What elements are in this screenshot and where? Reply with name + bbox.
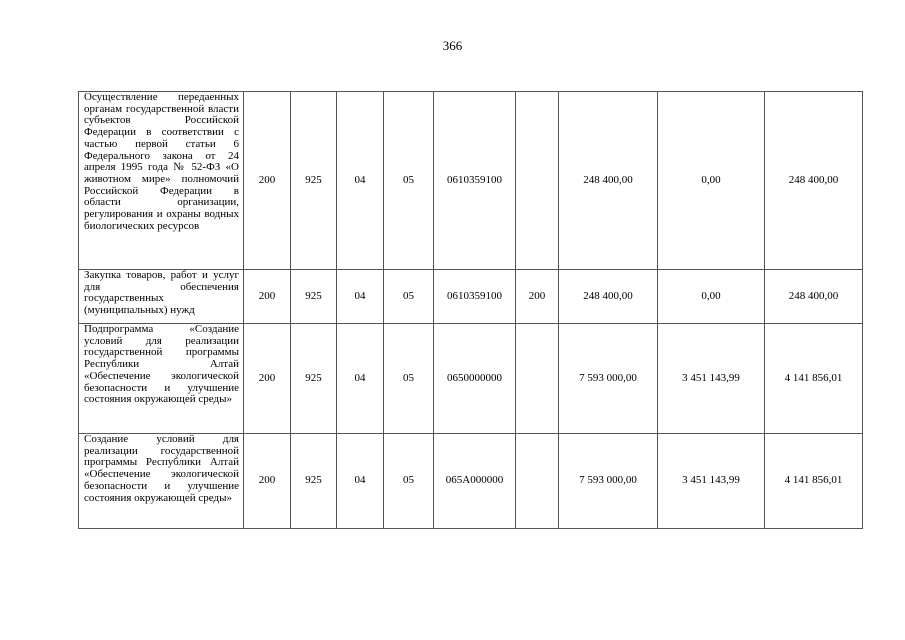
table-row — [79, 434, 863, 529]
code-cell — [516, 434, 559, 529]
code-cell: 200 — [244, 434, 291, 529]
amount-cell: 4 141 856,01 — [765, 324, 863, 434]
budget-table — [78, 91, 863, 529]
code-cell — [516, 324, 559, 434]
amount-cell: 3 451 143,99 — [658, 434, 765, 529]
row-name-cell: Создание условий для реализации государственной программы Республики Алтай «Обеспечение экологической безопасности и улучшение состояния окружающей среды» — [79, 434, 244, 529]
amount-cell: 0,00 — [658, 92, 765, 270]
table-row — [79, 270, 863, 324]
code-cell: 0650000000 — [434, 324, 516, 434]
code-cell: 05 — [384, 324, 434, 434]
row-name-cell: Закупка товаров, работ и услуг для обеспечения государственных (муниципальных) нужд — [79, 270, 244, 324]
amount-cell: 7 593 000,00 — [559, 434, 658, 529]
code-cell: 05 — [384, 92, 434, 270]
table-row — [79, 92, 863, 270]
page-number: 366 — [442, 38, 463, 53]
code-cell: 200 — [244, 270, 291, 324]
code-cell: 04 — [337, 270, 384, 324]
code-cell — [516, 92, 559, 270]
code-cell: 0610359100 — [434, 270, 516, 324]
amount-cell: 248 400,00 — [559, 92, 658, 270]
amount-cell: 0,00 — [658, 270, 765, 324]
code-cell: 925 — [291, 270, 337, 324]
row-name-cell: Подпрограмма «Создание условий для реализации государственной программы Республики Алтай «Обеспечение экологической безопасности и улучшение состояния окружающей среды» — [79, 324, 244, 434]
code-cell: 200 — [244, 324, 291, 434]
amount-cell: 4 141 856,01 — [765, 434, 863, 529]
code-cell: 04 — [337, 434, 384, 529]
amount-cell: 7 593 000,00 — [559, 324, 658, 434]
table-row — [79, 324, 863, 434]
code-cell: 05 — [384, 434, 434, 529]
amount-cell: 248 400,00 — [765, 270, 863, 324]
code-cell: 04 — [337, 92, 384, 270]
code-cell: 200 — [244, 92, 291, 270]
code-cell: 925 — [291, 324, 337, 434]
row-name-cell: Осуществление передаенных органам государственной власти субъектов Российской Федерации в соответствии с частью первой статьи 6 Федерального закона от 24 апреля 1995 года № 52-ФЗ «О животном мире» полномочий Российской Федерации в области организации, регулирования и охраны водных биологических ресурсов — [79, 92, 244, 270]
code-cell: 065A000000 — [434, 434, 516, 529]
amount-cell: 3 451 143,99 — [658, 324, 765, 434]
code-cell: 925 — [291, 434, 337, 529]
amount-cell: 248 400,00 — [559, 270, 658, 324]
amount-cell: 248 400,00 — [765, 92, 863, 270]
code-cell: 200 — [516, 270, 559, 324]
code-cell: 0610359100 — [434, 92, 516, 270]
code-cell: 925 — [291, 92, 337, 270]
code-cell: 04 — [337, 324, 384, 434]
code-cell: 05 — [384, 270, 434, 324]
